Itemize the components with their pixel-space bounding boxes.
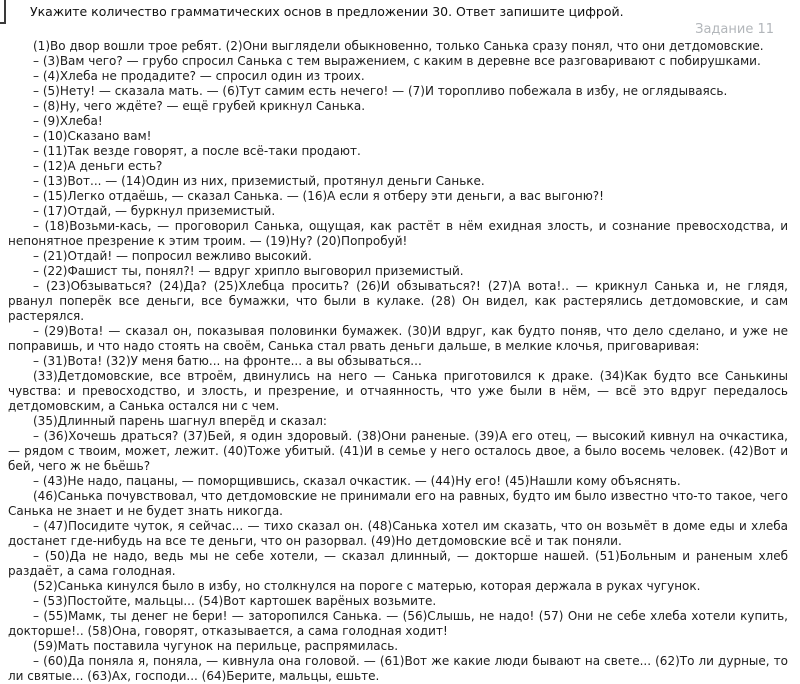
- passage-paragraph: – (47)Посидите чуток, я сейчас... — тихо сказал он. (48)Санька хотел им сказать, что он возьмёт в доме еды и хлеба достанет где-нибудь на все те деньги, что он разорвал. (49)Но детдомовские всё и так поняли.: [8, 519, 788, 548]
- passage-paragraph: – (55)Мамк, ты денег не бери! — заторопился Санька. — (56)Слышь, не надо! (57) Они не себе хлеба хотели купить, докторше!.. (58)Она, говорят, отказывается, а сама голодная ходит!: [8, 609, 788, 638]
- passage-paragraph: – (31)Вота! (32)У меня батю... на фронте... а вы обзываться...: [33, 354, 422, 368]
- passage-paragraph: (33)Детдомовские, все втроём, двинулись на него — Санька приготовился к драке. (34)Как будто все Санькины чувства: и превосходство, и злость, и презрение, и отчаянность, что уже были в нём, — всё это вдруг передалось детдомовским, а Санька остался ни с чем.: [8, 369, 788, 413]
- passage-paragraph: – (12)А деньги есть?: [33, 159, 163, 173]
- passage-paragraph: – (18)Возьми-кась, — проговорил Санька, ощущая, как растёт в нём ехидная злость, и сознание превосходства, и непонятное презрение к этим троим. — (19)Ну? (20)Попробуй!: [8, 219, 788, 248]
- passage-paragraph: – (21)Отдай! — попросил вежливо высокий.: [33, 249, 312, 263]
- passage-paragraph: – (36)Хочешь драться? (37)Бей, я один здоровый. (38)Они раненые. (39)А его отец, — высокий кивнул на очкастика, — рядом с твоим, может, лежит. (40)Тоже убитый. (41)И в семье у него осталось двое, а было восемь человек. (42)Вот и бей, чего ж не бьёшь?: [8, 429, 788, 473]
- passage-paragraph: – (8)Ну, чего ждёте? — ещё грубей крикнул Санька.: [33, 99, 366, 113]
- passage-paragraph: – (17)Отдай, — буркнул приземистый.: [33, 204, 276, 218]
- passage-paragraph: – (60)Да поняла я, поняла, — кивнула она головой. — (61)Вот же какие люди бывают на свете... (62)То ли дурные, то ли святые... (63)Ах, господи... (64)Берите, мальцы, ешьте.: [8, 654, 788, 683]
- passage-paragraph: – (9)Хлеба!: [33, 114, 103, 128]
- passage-paragraph: – (43)Не надо, пацаны, — поморщившись, сказал очкастик. — (44)Ну его! (45)Нашли кому объяснять.: [33, 474, 681, 488]
- task-question: Укажите количество грамматических основ в предложении 30. Ответ запишите цифрой.: [30, 4, 624, 19]
- passage-paragraph: (52)Санька кинулся было в избу, но столкнулся на пороге с матерью, которая держала в руках чугунок.: [33, 579, 701, 593]
- passage-paragraph: – (10)Сказано вам!: [33, 129, 152, 143]
- passage-paragraph: – (4)Хлеба не продадите? — спросил один из троих.: [33, 69, 365, 83]
- passage-paragraph: – (50)Да не надо, ведь мы не себе хотели, — сказал длинный, — докторше нашей. (51)Больным и раненым хлеб раздаёт, а сама голодная.: [8, 549, 788, 578]
- task-number-label: Задание 11: [695, 22, 774, 37]
- passage-paragraph: – (11)Так везде говорят, а после всё-таки продают.: [33, 144, 361, 158]
- passage-text: [0, 39, 800, 684]
- passage-paragraph: – (13)Вот... — (14)Один из них, приземистый, протянул деньги Саньке.: [33, 174, 485, 188]
- passage-paragraph: (35)Длинный парень шагнул вперёд и сказал:: [33, 414, 327, 428]
- corner-box-fragment: [0, 0, 6, 24]
- passage-paragraph: – (29)Вота! — сказал он, показывая половинки бумажек. (30)И вдруг, как будто поняв, что дело сделано, и уже не поправишь, и что надо стоять на своём, Санька стал рвать деньги дальше, в мелкие клочья, приговаривая:: [8, 324, 788, 353]
- passage-paragraph: (59)Мать поставила чугунок на перильце, распрямилась.: [33, 639, 399, 653]
- passage-paragraph: (46)Санька почувствовал, что детдомовские не принимали его на равных, будто им было известно что-то такое, чего Санька не знает и не будет знать никогда.: [8, 489, 788, 518]
- passage-paragraph: – (53)Постойте, мальцы... (54)Вот картошек варёных возьмите.: [33, 594, 437, 608]
- passage-paragraph: – (3)Вам чего? — грубо спросил Санька с тем выражением, с каким в деревне все разговаривают с побирушками.: [33, 54, 761, 68]
- passage-paragraph: – (23)Обзываться? (24)Да? (25)Хлебца просить? (26)И обзываться?! (27)А вота!.. — крикнул Санька и, не глядя, рванул поперёк все деньги, все бумажки, что были в кулаке. (28) Он видел, как растерялись детдомовские, и сам растерялся.: [8, 279, 788, 323]
- passage-paragraph: (1)Во двор вошли трое ребят. (2)Они выглядели обыкновенно, только Санька сразу понял, что они детдомовские.: [33, 39, 764, 53]
- passage-paragraph: – (15)Легко отдаёшь, — сказал Санька. — (16)А если я отберу эти деньги, а вас выгоню?!: [33, 189, 604, 203]
- passage-paragraph: – (5)Нету! — сказала мать. — (6)Тут самим есть нечего! — (7)И торопливо побежала в избу, не оглядываясь.: [33, 84, 728, 98]
- passage-paragraph: – (22)Фашист ты, понял?! — вдруг хрипло выговорил приземистый.: [33, 264, 464, 278]
